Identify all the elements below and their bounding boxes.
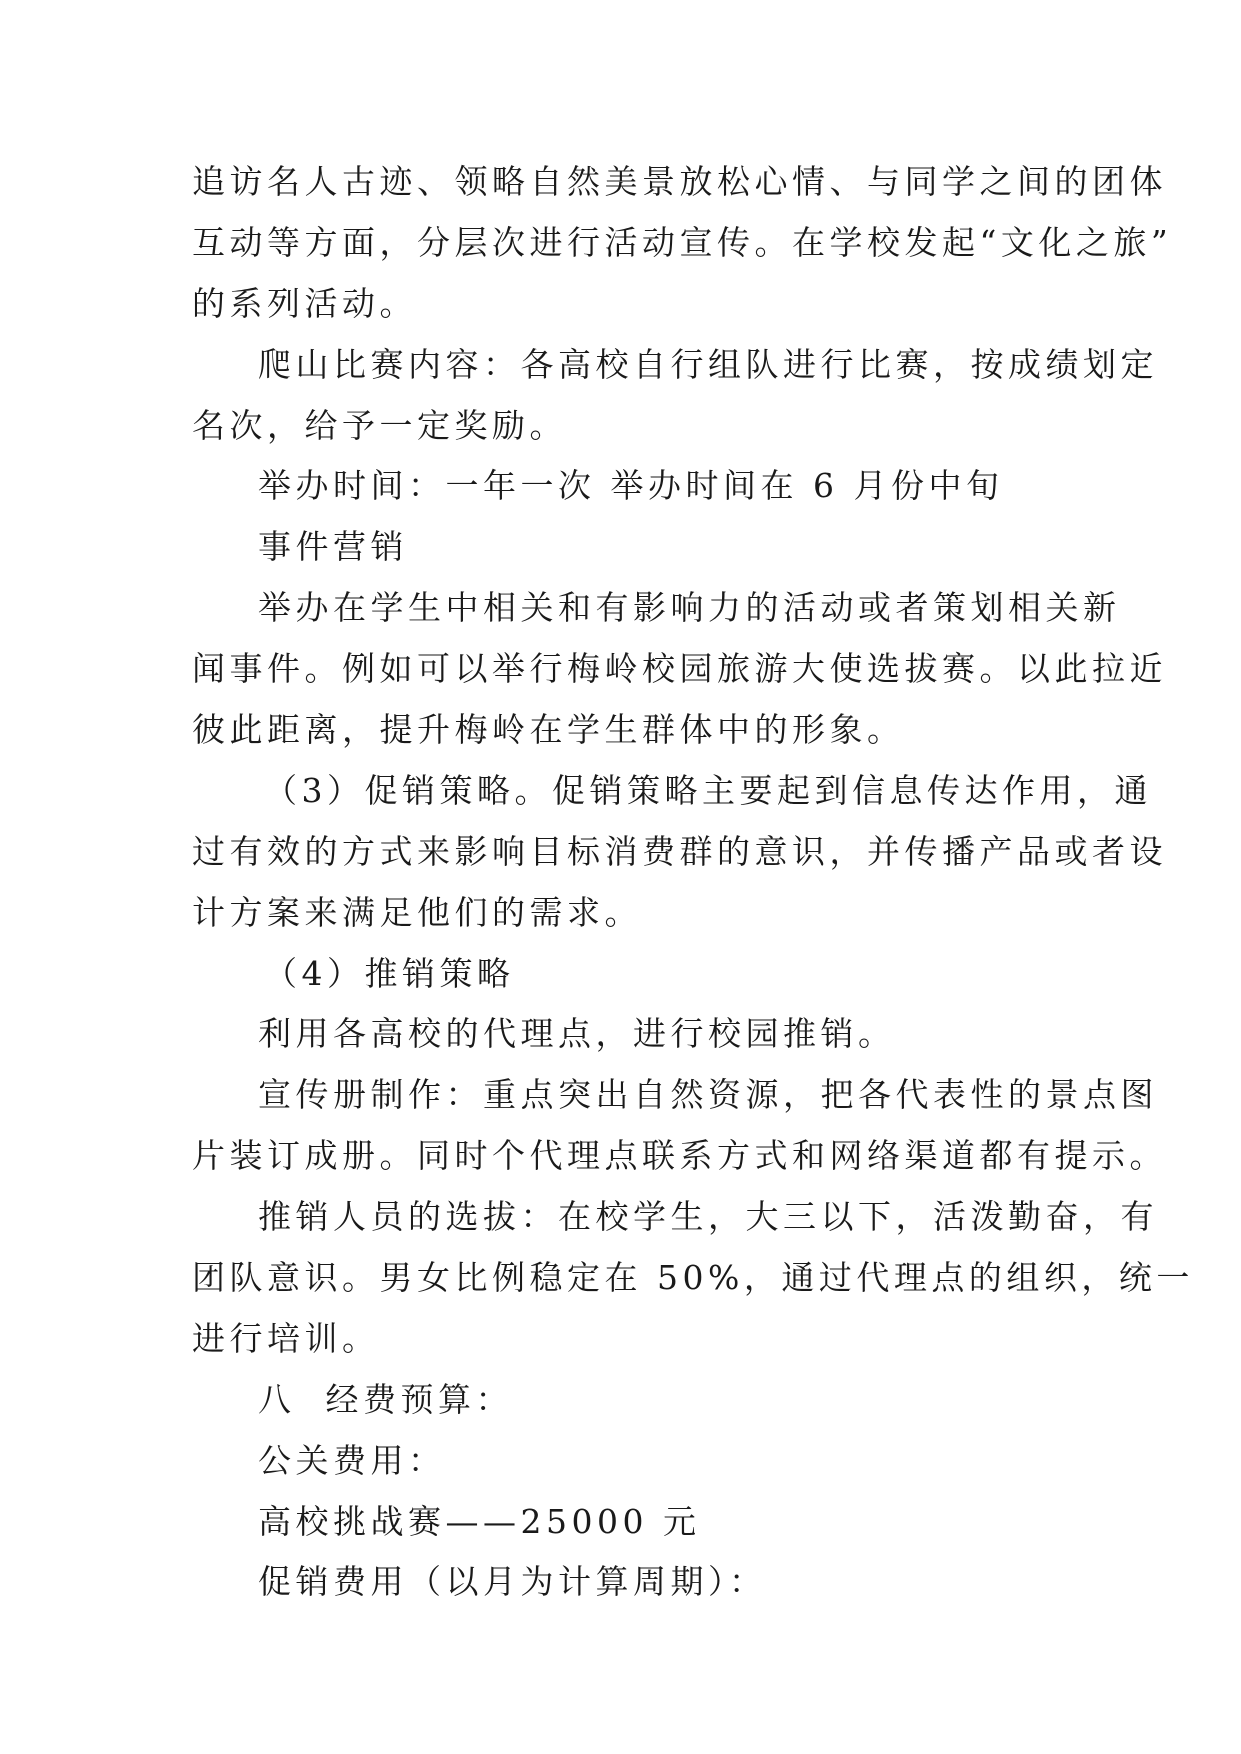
paragraph-line: 闻事件。例如可以举行梅岭校园旅游大使选拔赛。以此拉近 — [192, 649, 1167, 689]
paragraph-line: 过有效的方式来影响目标消费群的意识，并传播产品或者设 — [192, 831, 1167, 871]
paragraph-line: 举办时间：一年一次 举办时间在 6 月份中旬 — [258, 466, 1004, 506]
paragraph-line: 片装订成册。同时个代理点联系方式和网络渠道都有提示。 — [192, 1136, 1167, 1176]
paragraph-line: 追访名人古迹、领略自然美景放松心情、与同学之间的团体 — [192, 162, 1167, 201]
section-heading: 八 经费预算： — [258, 1379, 513, 1419]
section-heading: （4）推销策略 — [264, 953, 515, 993]
paragraph-line: 宣传册制作：重点突出自然资源，把各代表性的景点图 — [258, 1075, 1158, 1115]
paragraph-line: 促销费用（以月为计算周期）： — [258, 1562, 767, 1602]
paragraph-line: 高校挑战赛——25000 元 — [258, 1501, 701, 1541]
paragraph-line: 举办在学生中相关和有影响力的活动或者策划相关新 — [258, 588, 1121, 628]
paragraph-line: 的系列活动。 — [192, 283, 417, 323]
paragraph-line: （3）促销策略。促销策略主要起到信息传达作用，通 — [264, 770, 1152, 810]
paragraph-line: 公关费用： — [258, 1440, 446, 1480]
paragraph-line: 进行培训。 — [192, 1318, 380, 1358]
paragraph-line: 计方案来满足他们的需求。 — [192, 892, 642, 932]
paragraph-line: 团队意识。男女比例稳定在 50%，通过代理点的组织，统一 — [192, 1258, 1194, 1298]
paragraph-line: 名次，给予一定奖励。 — [192, 405, 567, 445]
paragraph-line: 推销人员的选拔：在校学生，大三以下，活泼勤奋，有 — [258, 1197, 1158, 1237]
paragraph-line: 利用各高校的代理点，进行校园推销。 — [258, 1014, 896, 1054]
section-heading: 事件营销 — [258, 527, 408, 567]
paragraph-line: 互动等方面，分层次进行活动宣传。在学校发起“文化之旅” — [192, 222, 1173, 262]
paragraph-line: 彼此距离，提升梅岭在学生群体中的形象。 — [192, 710, 905, 750]
document-body — [192, 162, 1194, 1623]
paragraph-line: 爬山比赛内容：各高校自行组队进行比赛，按成绩划定 — [258, 344, 1158, 384]
